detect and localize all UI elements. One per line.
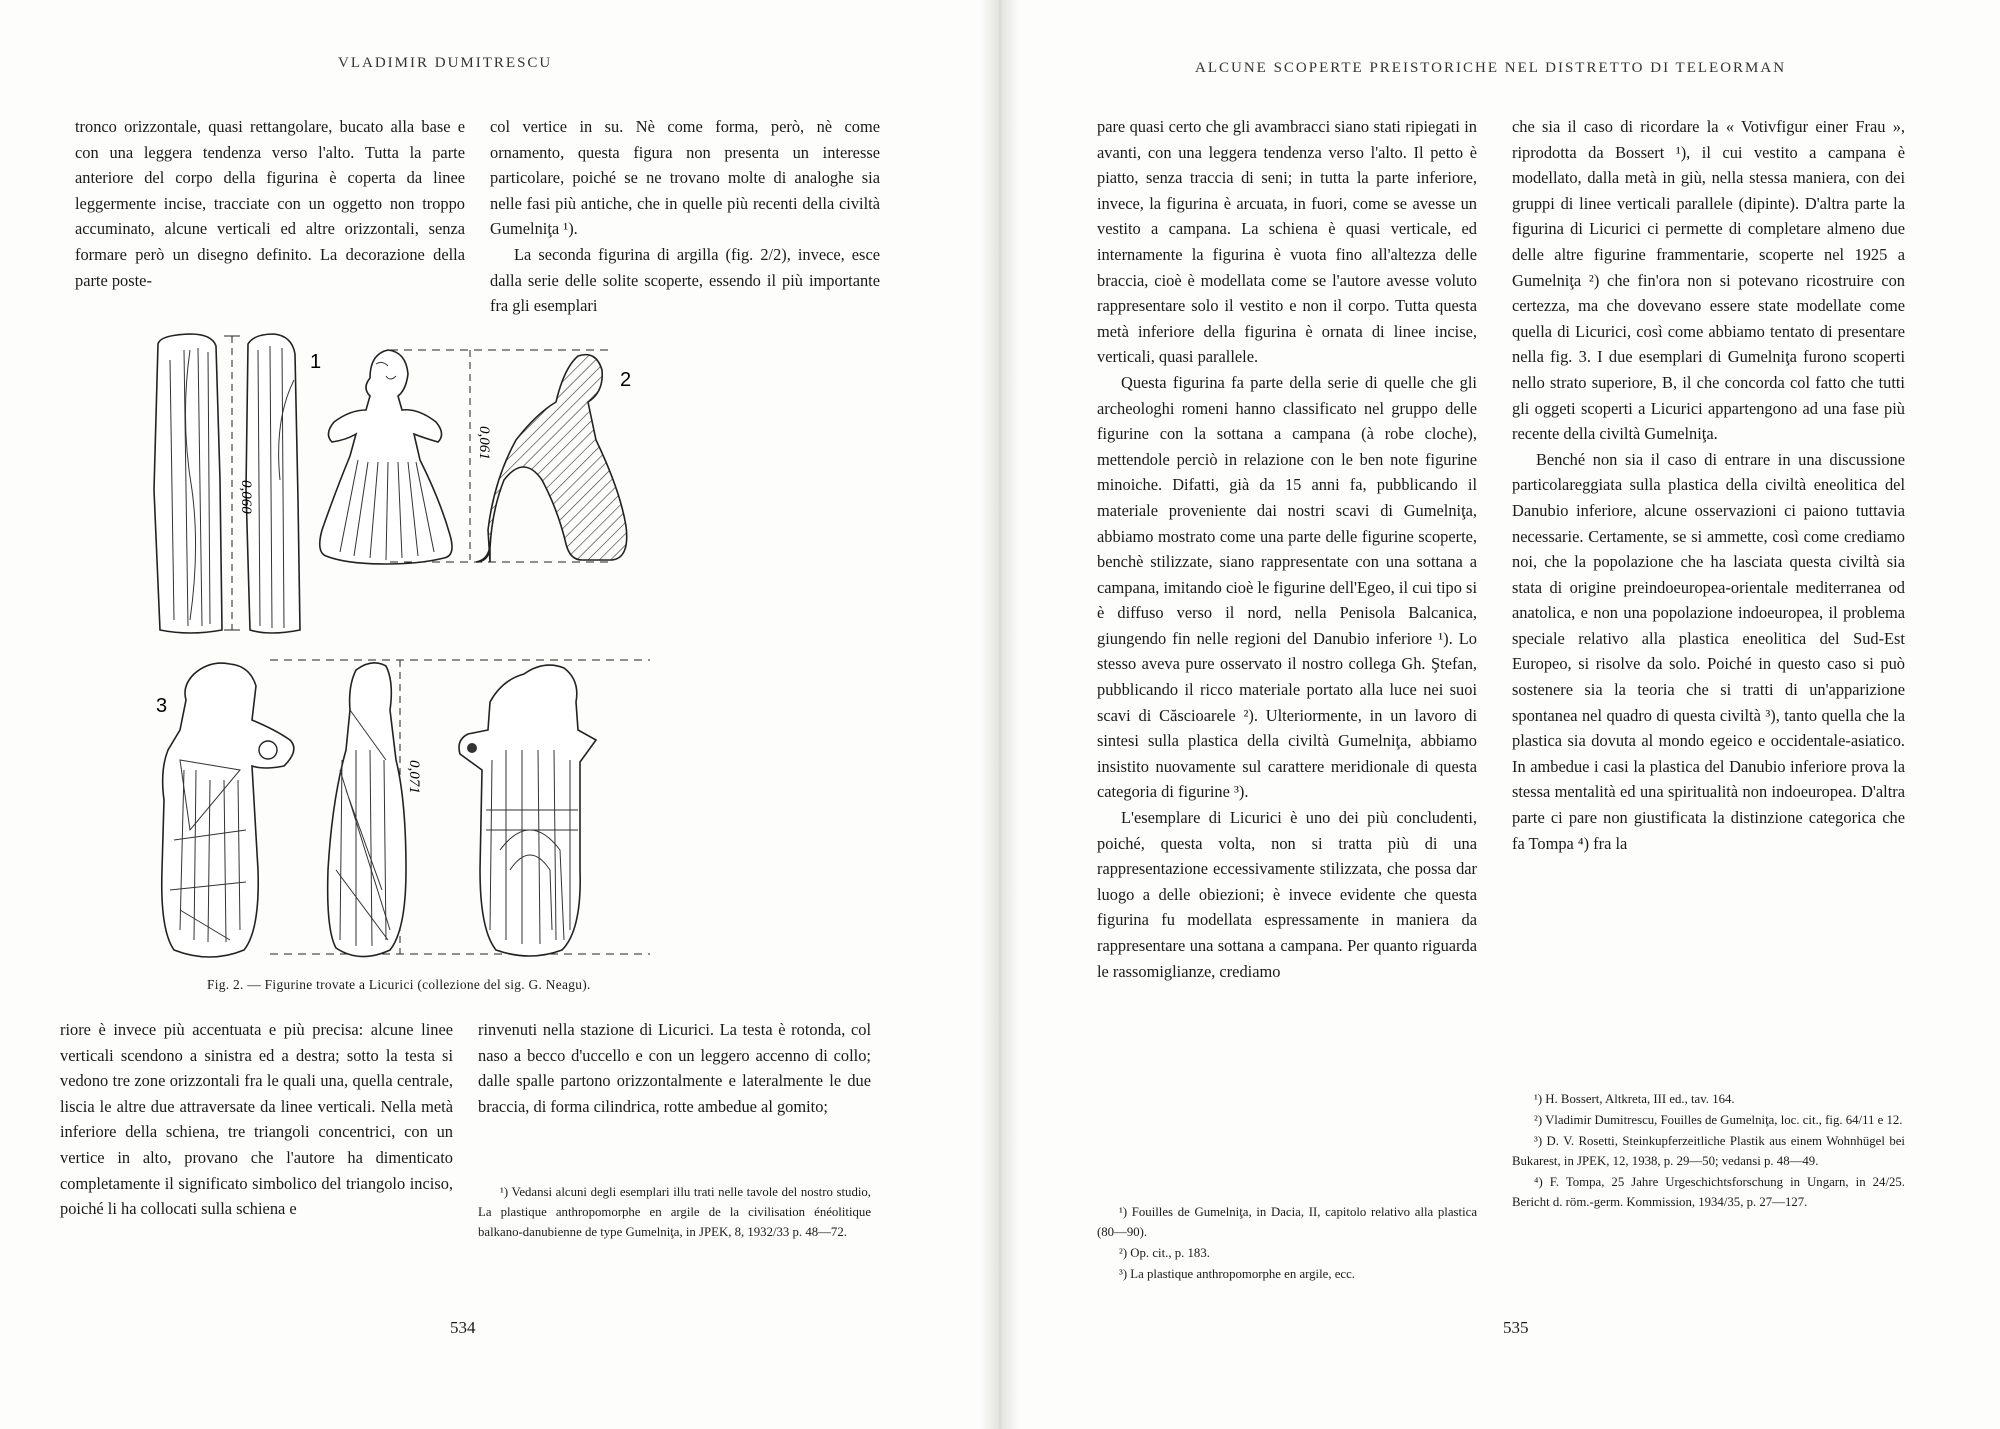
right-col2-footnotes <box>1512 1089 1905 1213</box>
right-col1-footnotes <box>1097 1202 1477 1285</box>
measure-3-label: 0,071 <box>406 760 422 794</box>
paragraph: L'esemplare di Licurici è uno dei più concludenti, poiché, questa volta, non si tratta più di una rappresentazione eccessivamente stilizzata, che possa dar luogo a delle obiezioni; è invece evidente che questa figurina fu modellata espressamente in maniera da rappresentare una sottana a campana. Per quanto riguarda le rassomiglianze, crediamo <box>1097 808 1477 981</box>
paragraph: Questa figurina fa parte della serie di quelle che gli archeologhi romeni hanno classificato nel gruppo delle figurine con la sottana a campana (à robe cloche), mettendole perciò in relazione con le ben note figurine minoiche. Difatti, già da 15 anni fa, pubblicando il materiale proveniente dai nostri scavi di Gumelniţa, abbiamo mostrato come una parte delle figurine scoperte, benchè stilizzate, siano rappresentate con una sottana a campana, imitando cioè le figurine dell'Egeo, il cui tipo si è diffuso verso il nord, nella Penisola Balcanica, giungendo fin nelle regioni del Danubio inferiore ¹). Lo stesso aveva pure osservato il nostro collega Gh. Ştefan, pubblicando il ricco materiale portato alla luce nei suoi scavi di Căscioarele ²). Ulteriormente, in un lavoro di sintesi sulla plastica della civiltà Gumelniţa, abbiamo insistito nuovamente sul carattere meridionale di questa categoria di figurine ³). <box>1097 372 1477 802</box>
left-col2-top <box>490 114 880 319</box>
paragraph: riore è invece più accentuata e più precisa: alcune linee verticali scendono a sinistra ed a destra; sotto la testa si vedono tre zone orizzontali fra le quali una, quella centrale, liscia le altre due attraversate da linee verticali. Nella metà inferiore della schiena, tre triangoli concentrici, con un vertice in alto, provano che l'autore ha dimenticato completamente il significato simbolico del triangolo inciso, poiché li ha collocati sulla schiena e <box>60 1020 453 1219</box>
paragraph: pare quasi certo che gli avambracci siano stati ripiegati in avanti, con una leggera tendenza verso l'alto. Il petto è piatto, senza traccia di seni; in tutta la parte inferiore, invece, la figurina è arcuata, in fuori, come se avesse un vestito a campana. La schiena è quasi verticale, ed internamente la figurina è vuota fino all'altezza delle braccia, cioè è modellata come se l'autore avesse voluto rappresentare solo il vestito e non il corpo. Tutta questa metà inferiore della figurina è ornata di linee incise, verticali, quasi parallele. <box>1097 117 1477 367</box>
paragraph: La seconda figurina di argilla (fig. 2/2), invece, esce dalla serie delle solite scoperte, essendo il più importante fra gli esemplari <box>490 244 880 316</box>
right-page <box>1000 0 2000 1429</box>
footnote: ¹) Vedansi alcuni degli esemplari illu trati nelle tavole del nostro studio, La plastique anthropomorphe en argile de la civilisation énéolitique balkano-danubienne de type Gumelniţa, in JPEK, 8, 1932/33 p. 48—72. <box>478 1185 871 1239</box>
paragraph: col vertice in su. Nè come forma, però, nè come ornamento, questa figura non presenta un interesse particolare, poiché se ne trovano molte di analoghe sia nelle fasi più antiche, che in quelle più recenti della civiltà Gumelniţa ¹). <box>490 117 880 239</box>
figurine-drawings <box>150 330 800 965</box>
figure-label-2: 2 <box>620 369 632 391</box>
footnote: ³) D. V. Rosetti, Steinkupferzeitliche Plastik aus einem Wohnhügel bei Bukarest, in JPEK, 12, 1938, p. 29—50; vedansi p. 48—49. <box>1512 1134 1905 1168</box>
figurine-3-front-view <box>162 663 294 957</box>
left-col1-top <box>75 114 465 293</box>
footnote: ¹) Fouilles de Gumelniţa, in Dacia, II, capitolo relativo alla plastica (80—90). <box>1097 1205 1477 1239</box>
figurine-2-front-view <box>320 350 452 564</box>
left-col1-bottom <box>60 1017 453 1222</box>
figure-2-figurines <box>150 330 800 965</box>
paragraph: tronco orizzontale, quasi rettangolare, bucato alla base e con una leggera tendenza verso l'alto. Tutta la parte anteriore del corpo della figurina è coperta da linee leggermente incise, tracciate con un oggetto non troppo accuminato, alcune verticali ed altre orizzontali, senza formare però un disegno definito. La decorazione della parte poste- <box>75 117 465 290</box>
figurine-1-front-view <box>154 334 222 633</box>
paragraph: Benché non sia il caso di entrare in una discussione particolareggiata sulla plastica della civiltà eneolitica del Danubio inferiore, alcune osservazioni ci paiono tuttavia necessarie. Certamente, se si ammette, così come crediamo noi, che la popolazione che ha lasciata questa civiltà sia stata di origine preindoeuropea-orientale mediterranea od anatolica, e non una popolazione indoeuropea, il problema speciale relativo alla plastica eneolitica del Sud-Est Europeo, si risolve da solo. Poiché in questo caso si può sostenere sia la teoria che si tratti di un'apparizione spontanea nel quadro di questa civiltà ³), tanto quella che la plastica sia dovuta al mondo egeico e occidentale-asiatico. In ambedue i casi la plastica del Danubio inferiore prova la stessa mentalità ed una spiritualità non indoeuropea. D'altra parte ci pare non giustificata la distinzione categorica che fa Tompa ⁴) fra la <box>1512 449 1905 853</box>
left-col2-bottom <box>478 1017 871 1119</box>
right-col1 <box>1097 114 1477 984</box>
measure-line-1 <box>224 336 240 630</box>
measure-2-label: 0,061 <box>476 426 492 460</box>
footnote: ¹) H. Bossert, Altkreta, III ed., tav. 164. <box>1534 1092 1735 1106</box>
figure-caption: Fig. 2. — Figurine trovate a Licurici (collezione del sig. G. Neagu). <box>207 977 591 992</box>
figure-label-3: 3 <box>156 695 168 717</box>
figure-label-1: 1 <box>310 351 322 373</box>
measure-lines-3 <box>270 660 650 954</box>
right-col2 <box>1512 114 1905 856</box>
footnote: ⁴) F. Tompa, 25 Jahre Urgeschichtsforschung in Ungarn, in 24/25. Bericht d. röm.-germ. Kommission, 1934/35, p. 27—127. <box>1512 1175 1905 1209</box>
left-footnotes <box>478 1182 871 1243</box>
figurine-3-side-view <box>328 663 406 957</box>
measure-1-label: 0,060 <box>238 480 254 514</box>
page-number-left: 534 <box>450 1318 476 1337</box>
footnote: ²) Vladimir Dumitrescu, Fouilles de Gumelniţa, loc. cit., fig. 64/11 e 12. <box>1534 1113 1903 1127</box>
running-head-left: VLADIMIR DUMITRESCU <box>338 55 553 71</box>
figurine-2-section <box>476 355 627 562</box>
figurine-3-back-view <box>459 665 596 956</box>
footnote: ²) Op. cit., p. 183. <box>1119 1246 1210 1260</box>
paragraph: rinvenuti nella stazione di Licurici. La testa è rotonda, col naso a becco d'uccello e con un leggero accenno di collo; dalle spalle partono orizzontalmente e lateralmente le due braccia, di forma cilindrica, rotte ambedue al gomito; <box>478 1020 871 1116</box>
paragraph: che sia il caso di ricordare la « Votivfigur einer Frau », riprodotta da Bossert ¹), il cui vestito a campana è modellato, dalla metà in giù, nella stessa maniera, con dei gruppi di linee verticali parallele (dipinte). D'altra parte la figurina di Licurici ci permette di completare almeno due delle altre figurine frammentarie, scoperte nel 1925 a Gumelniţa ²) che fin'ora non si potevano ricostruire con certezza, ma che dovevano essere state modellate come quella di Licurici, così come abbiamo tentato di presentare nella fig. 3. I due esemplari di Gumelniţa furono scoperti nello strato superiore, B, il che concorda col fatto che tutti gli oggeti scoperti a Licurici appartengono ad una fase più recente della civiltà Gumelniţa. <box>1512 117 1905 444</box>
left-page <box>0 0 990 1429</box>
running-head-right: ALCUNE SCOPERTE PREISTORICHE NEL DISTRETTO DI TELEORMAN <box>1195 60 1787 76</box>
footnote: ³) La plastique anthropomorphe en argile, ecc. <box>1119 1267 1355 1281</box>
page-number-right: 535 <box>1503 1318 1529 1337</box>
